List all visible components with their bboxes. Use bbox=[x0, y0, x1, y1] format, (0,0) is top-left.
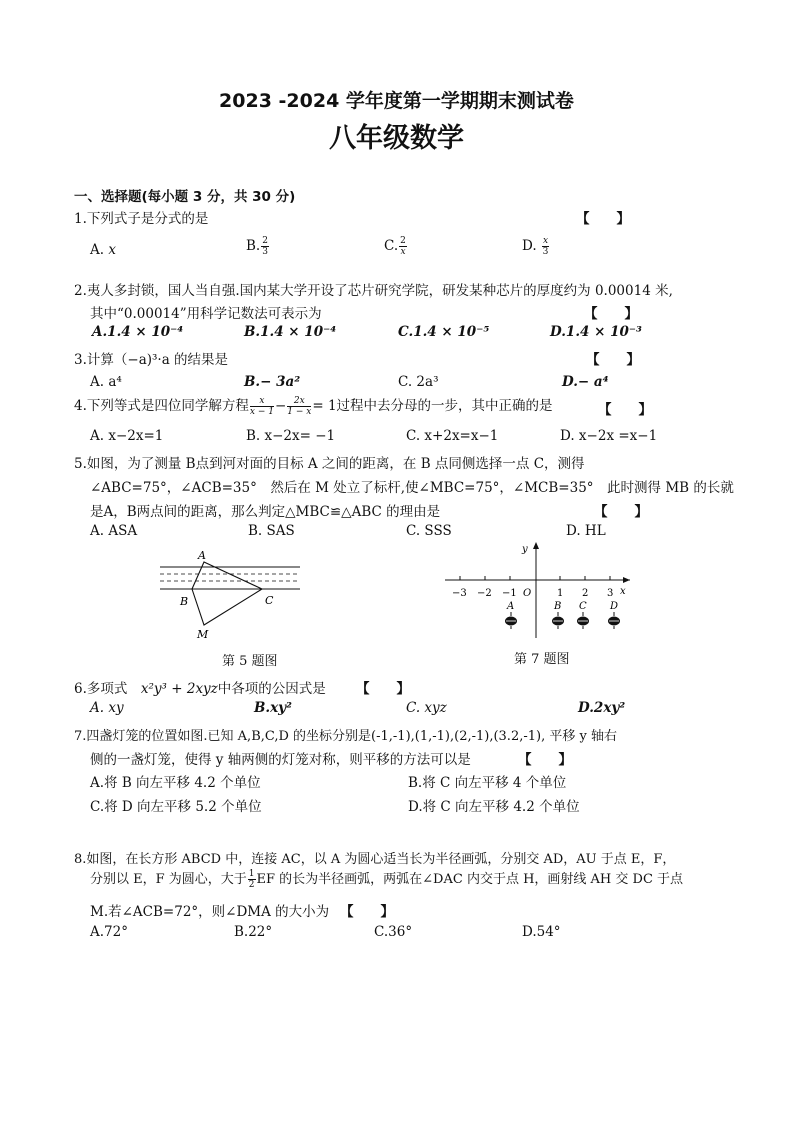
q1-stem: 1.下列式子是分式的是 bbox=[74, 211, 209, 227]
q6-option-a: A. xy bbox=[90, 700, 124, 716]
lantern-icon-a bbox=[505, 612, 517, 629]
q3-stem: 3.计算（−a)³·a 的结果是 bbox=[74, 352, 229, 368]
exam-title: 2023 -2024 学年度第一学期期末测试卷 bbox=[219, 90, 574, 112]
q6-option-c: C. xyz bbox=[406, 700, 447, 716]
fig7-lantern-label-d: D bbox=[610, 601, 619, 612]
figure-7-caption: 第 7 题图 bbox=[514, 652, 570, 667]
q5-line2: ∠ABC=75°，∠ACB=35° 然后在 M 处立了标杆,使∠MBC=75°，∠MCB=35° 此时测得 MB 的长就 bbox=[90, 480, 734, 496]
q3-option-d: D.− a⁴ bbox=[562, 374, 609, 390]
figure-5-caption: 第 5 题图 bbox=[222, 654, 278, 669]
figure-7-lantern-axes bbox=[440, 538, 640, 648]
q4-option-c: C. x+2x=x−1 bbox=[406, 428, 499, 444]
q2-option-c: C.1.4 × 10⁻⁵ bbox=[398, 324, 490, 340]
q4-option-d: D. x−2x =x−1 bbox=[560, 428, 658, 444]
q2-line1: 2.夷人多封锁，国人当自强.国内某大学开设了芯片研究学院，研发某种芯片的厚度约为 0.00014 米, bbox=[74, 283, 673, 299]
q2-option-b: B.1.4 × 10⁻⁴ bbox=[244, 324, 337, 340]
q5-option-b: B. SAS bbox=[248, 523, 295, 539]
q5-option-a: A. ASA bbox=[90, 523, 138, 539]
q8-option-c: C.36° bbox=[374, 924, 413, 940]
q7-option-d: D.将 C 向左平移 4.2 个单位 bbox=[408, 799, 580, 815]
q4-option-b: B. x−2x= −1 bbox=[246, 428, 336, 444]
q4-answer-bracket: 【 】 bbox=[598, 402, 652, 418]
fig7-tick-1: 1 bbox=[557, 588, 564, 599]
q8-option-d: D.54° bbox=[522, 924, 561, 940]
q3-option-c: C. 2a³ bbox=[398, 374, 439, 390]
q5-option-d: D. HL bbox=[566, 523, 606, 539]
q8-line3: M.若∠ACB=72°，则∠DMA 的大小为 bbox=[90, 904, 330, 920]
fig5-label-m: M bbox=[197, 628, 209, 641]
q8-answer-bracket: 【 】 bbox=[340, 904, 394, 920]
lantern-icon-d bbox=[608, 612, 620, 629]
fig5-label-a: A bbox=[198, 549, 206, 562]
q8-option-b: B.22° bbox=[234, 924, 273, 940]
q1-answer-bracket: 【 】 bbox=[576, 211, 630, 227]
q2-option-a: A.1.4 × 10⁻⁴ bbox=[92, 324, 184, 340]
q1-option-d: D. $\frac{x}{3}$ bbox=[522, 236, 549, 257]
q7-line2: 侧的一盏灯笼，使得 y 轴两侧的灯笼对称，则平移的方法可以是 bbox=[90, 752, 471, 768]
fig7-lantern-label-c: C bbox=[579, 601, 587, 612]
q1-option-a: A. x bbox=[90, 242, 116, 258]
q5-line3: 是A，B两点间的距离，那么判定△MBC≌△ABC 的理由是 bbox=[90, 504, 441, 520]
q7-answer-bracket: 【 】 bbox=[518, 752, 572, 768]
fig7-axis-y: y bbox=[522, 544, 528, 555]
q8-option-a: A.72° bbox=[90, 924, 128, 940]
q3-answer-bracket: 【 】 bbox=[586, 352, 640, 368]
fig5-label-b: B bbox=[180, 595, 189, 608]
q1-option-b: B. $\frac{2}{3}$ bbox=[246, 236, 268, 257]
q5-answer-bracket: 【 】 bbox=[594, 504, 648, 520]
fig7-tick-2: 2 bbox=[582, 588, 589, 599]
q5-line1: 5.如图，为了测量 B点到河对面的目标 A 之间的距离，在 B 点同侧选择一点 C，测得 bbox=[74, 456, 585, 472]
figure-5-river-triangles bbox=[150, 545, 310, 645]
exam-subtitle: 八年级数学 bbox=[329, 123, 464, 154]
q7-option-c: C.将 D 向左平移 5.2 个单位 bbox=[90, 799, 262, 815]
q6-option-b: B.xy² bbox=[254, 700, 292, 716]
section-heading: 一、选择题(每小题 3 分，共 30 分) bbox=[74, 189, 296, 205]
q8-line2: 分别以 E，F 为圆心，大于 $\frac{1}{2}$ EF 的长为半径画弧，两弧在∠DAC 内交于点 H，画射线 AH 交 DC 于点 bbox=[90, 869, 684, 890]
q5-option-c: C. SSS bbox=[406, 523, 452, 539]
q3-option-b: B.− 3a² bbox=[244, 374, 301, 390]
q2-answer-bracket: 【 】 bbox=[584, 306, 638, 322]
q4-stem: 4.下列等式是四位同学解方程 $\frac{x}{x - 1}$ − $\frac{2x}{1 - x}$ = 1过程中去分母的一步，其中正确的是 bbox=[74, 396, 553, 417]
q2-line2: 其中“0.00014”用科学记数法可表示为 bbox=[90, 306, 322, 322]
fig7-origin: O bbox=[523, 588, 532, 599]
fig5-label-c: C bbox=[265, 594, 274, 607]
fig7-lantern-label-a: A bbox=[507, 601, 515, 612]
q3-option-a: A. a⁴ bbox=[90, 374, 122, 390]
q7-option-b: B.将 C 向左平移 4 个单位 bbox=[408, 775, 567, 791]
q6-stem: 6.多项式 x²y³ + 2xyz中各项的公因式是 bbox=[74, 681, 326, 697]
lantern-icon-c bbox=[577, 612, 589, 629]
fig7-axis-x: x bbox=[620, 586, 626, 597]
q4-option-a: A. x−2x=1 bbox=[90, 428, 164, 444]
q2-option-d: D.1.4 × 10⁻³ bbox=[550, 324, 642, 340]
q6-answer-bracket: 【 】 bbox=[356, 681, 410, 697]
lantern-icon-b bbox=[552, 612, 564, 629]
fig7-tick-3: 3 bbox=[607, 588, 614, 599]
fig7-tick-neg1: −1 bbox=[502, 588, 517, 599]
q6-option-d: D.2xy² bbox=[578, 700, 626, 716]
q1-option-c: C. $\frac{2}{x}$ bbox=[384, 236, 406, 257]
q8-line1: 8.如图，在长方形 ABCD 中，连接 AC，以 A 为圆心适当长为半径画弧，分别交 AD，AU 于点 E，F， bbox=[74, 852, 676, 867]
fig7-tick-neg2: −2 bbox=[477, 588, 492, 599]
q7-option-a: A.将 B 向左平移 4.2 个单位 bbox=[90, 775, 261, 791]
fig7-lantern-label-b: B bbox=[554, 601, 562, 612]
q7-line1: 7.四盏灯笼的位置如图.已知 A,B,C,D 的坐标分别是(-1,-1),(1,-1),(2,-1),(3.2,-1), 平移 y 轴右 bbox=[74, 729, 617, 744]
fig7-tick-neg3: −3 bbox=[452, 588, 467, 599]
